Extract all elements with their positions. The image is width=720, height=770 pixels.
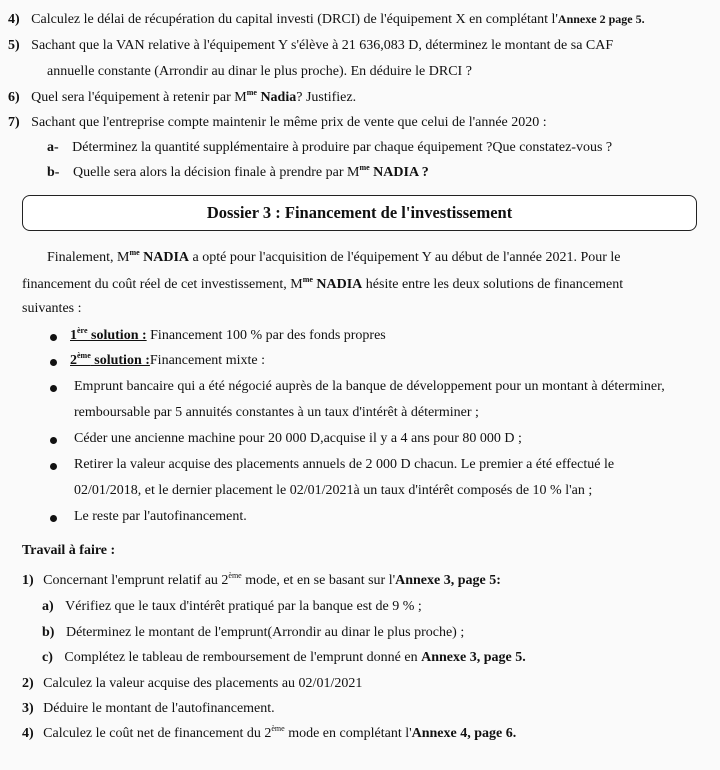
annexe-reference: Annexe 4, page 6.: [411, 726, 517, 741]
solution-number: 2: [70, 353, 77, 368]
task-4: [22, 725, 516, 743]
bullet-icon: [50, 334, 57, 341]
task-1b: [42, 624, 464, 642]
question-7b: [47, 164, 429, 182]
task-number: 1): [22, 573, 34, 588]
question-number: 6): [8, 90, 20, 105]
sub-text: Vérifiez que le taux d'intérêt pratiqué par la banque est de 9 % ;: [65, 599, 422, 614]
solution-text: Financement 100 % par des fonds propres: [146, 328, 386, 343]
intro-line-2: [22, 276, 623, 294]
intro-line-1: [47, 249, 697, 267]
question-text: Sachant que l'entreprise compte maintenir le même prix de vente que celui de l'année 2020 :: [31, 115, 547, 130]
question-text-post: ? Justifiez.: [296, 90, 357, 105]
question-5: [8, 37, 613, 55]
question-number: 5): [8, 38, 20, 53]
intro-line-3: suivantes :: [22, 301, 82, 316]
task-1a: [42, 598, 422, 616]
task-text-post: mode en complétant l': [284, 726, 412, 741]
sub-label: a-: [47, 140, 59, 155]
solution-label-text: solution :: [90, 353, 150, 368]
task-3: [22, 700, 275, 718]
bullet-1-line-2: remboursable par 5 annuités constantes à un taux d'intérêt à déterminer ;: [74, 405, 479, 420]
solution-text: Financement mixte :: [149, 353, 265, 368]
sub-text: Complétez le tableau de remboursement de l'emprunt donné en: [64, 650, 422, 665]
person-name: Nadia: [256, 90, 297, 105]
task-number: 3): [22, 701, 34, 716]
bullet-icon: [50, 385, 57, 392]
question-text: Calculez le délai de récupération du capital investi (DRCI) de l'équipement X en complétant l': [31, 12, 558, 27]
solution-2: [70, 352, 265, 370]
task-number: 2): [22, 676, 34, 691]
question-number: 7): [8, 115, 20, 130]
person-name: NADIA: [312, 277, 363, 292]
bullet-2: Céder une ancienne machine pour 20 000 D,acquise il y a 4 ans pour 80 000 D ;: [74, 431, 522, 446]
question-text: Sachant que la VAN relative à l'équipement Y s'élève à 21 636,083 D, déterminez le montant de sa CAF: [31, 38, 614, 53]
travail-heading: Travail à faire :: [22, 543, 116, 558]
title-sup: me: [302, 275, 313, 284]
bullet-3-line-2: 02/01/2018, et le dernier placement le 02/01/2021à un taux d'intérêt composés de 10 % l'an ;: [74, 483, 593, 498]
section-title: Dossier 3 : Financement de l'investissement: [206, 203, 513, 222]
sub-label: b-: [47, 165, 60, 180]
ordinal-sup: ème: [228, 571, 242, 580]
question-number: 4): [8, 12, 20, 27]
bullet-icon: [50, 463, 57, 470]
question-7a: [47, 139, 612, 157]
task-text: Déduire le montant de l'autofinancement.: [43, 701, 275, 716]
bullet-4: Le reste par l'autofinancement.: [74, 509, 247, 524]
task-text: Calculez la valeur acquise des placements au 02/01/2021: [43, 676, 363, 691]
bullet-icon: [50, 359, 57, 366]
title-sup: me: [129, 248, 140, 257]
sub-label: a): [42, 599, 54, 614]
sub-label: b): [42, 625, 55, 640]
intro-text: hésite entre les deux solutions de financement: [362, 277, 624, 292]
solution-label-text: solution :: [87, 328, 147, 343]
task-1: [22, 572, 501, 590]
sub-text: Déterminez la quantité supplémentaire à produire par chaque équipement ?Que constatez-vous ?: [72, 140, 613, 155]
intro-text: Finalement, M: [47, 250, 130, 265]
annexe-reference: Annexe 3, page 5.: [421, 650, 526, 665]
solution-label: [70, 353, 150, 368]
title-sup: me: [359, 163, 370, 172]
person-name: NADIA ?: [369, 165, 429, 180]
ordinal-sup: ème: [77, 351, 91, 360]
bullet-3-line-1: Retirer la valeur acquise des placements annuels de 2 000 D chacun. Le premier a été effectué le: [74, 457, 615, 472]
solution-1: [70, 327, 386, 345]
title-sup: me: [246, 88, 257, 97]
task-text-post: mode, et en se basant sur l': [241, 573, 396, 588]
sub-label: c): [42, 650, 53, 665]
annexe-reference: Annexe 2 page 5.: [557, 12, 645, 26]
ordinal-sup: ème: [271, 724, 285, 733]
task-1c: [42, 649, 526, 667]
intro-text: financement du coût réel de cet investissement, M: [22, 277, 303, 292]
task-text-pre: Calculez le coût net de financement du 2: [43, 726, 272, 741]
bullet-icon: [50, 515, 57, 522]
question-6: [8, 89, 356, 107]
ordinal-sup: ère: [77, 326, 88, 335]
bullet-1-line-1: Emprunt bancaire qui a été négocié auprès de la banque de développement pour un montant à déterminer,: [74, 379, 665, 394]
intro-text: a opté pour l'acquisition de l'équipement Y au début de l'année 2021. Pour le: [189, 250, 621, 265]
task-number: 4): [22, 726, 34, 741]
solution-number: 1: [70, 328, 77, 343]
question-7: [8, 114, 547, 132]
bullet-icon: [50, 437, 57, 444]
sub-text-pre: Quelle sera alors la décision finale à prendre par M: [72, 165, 360, 180]
question-4: [8, 10, 645, 29]
task-2: [22, 675, 362, 693]
solution-label: [70, 328, 147, 343]
sub-text: Déterminez le montant de l'emprunt(Arrondir au dinar le plus proche) ;: [65, 625, 465, 640]
question-5-cont: annuelle constante (Arrondir au dinar le plus proche). En déduire le DRCI ?: [47, 64, 472, 79]
question-text-pre: Quel sera l'équipement à retenir par M: [31, 90, 247, 105]
section-title-box: [22, 195, 697, 231]
task-text-pre: Concernant l'emprunt relatif au 2: [43, 573, 229, 588]
person-name: NADIA: [139, 250, 190, 265]
annexe-reference: Annexe 3, page 5:: [395, 573, 501, 588]
